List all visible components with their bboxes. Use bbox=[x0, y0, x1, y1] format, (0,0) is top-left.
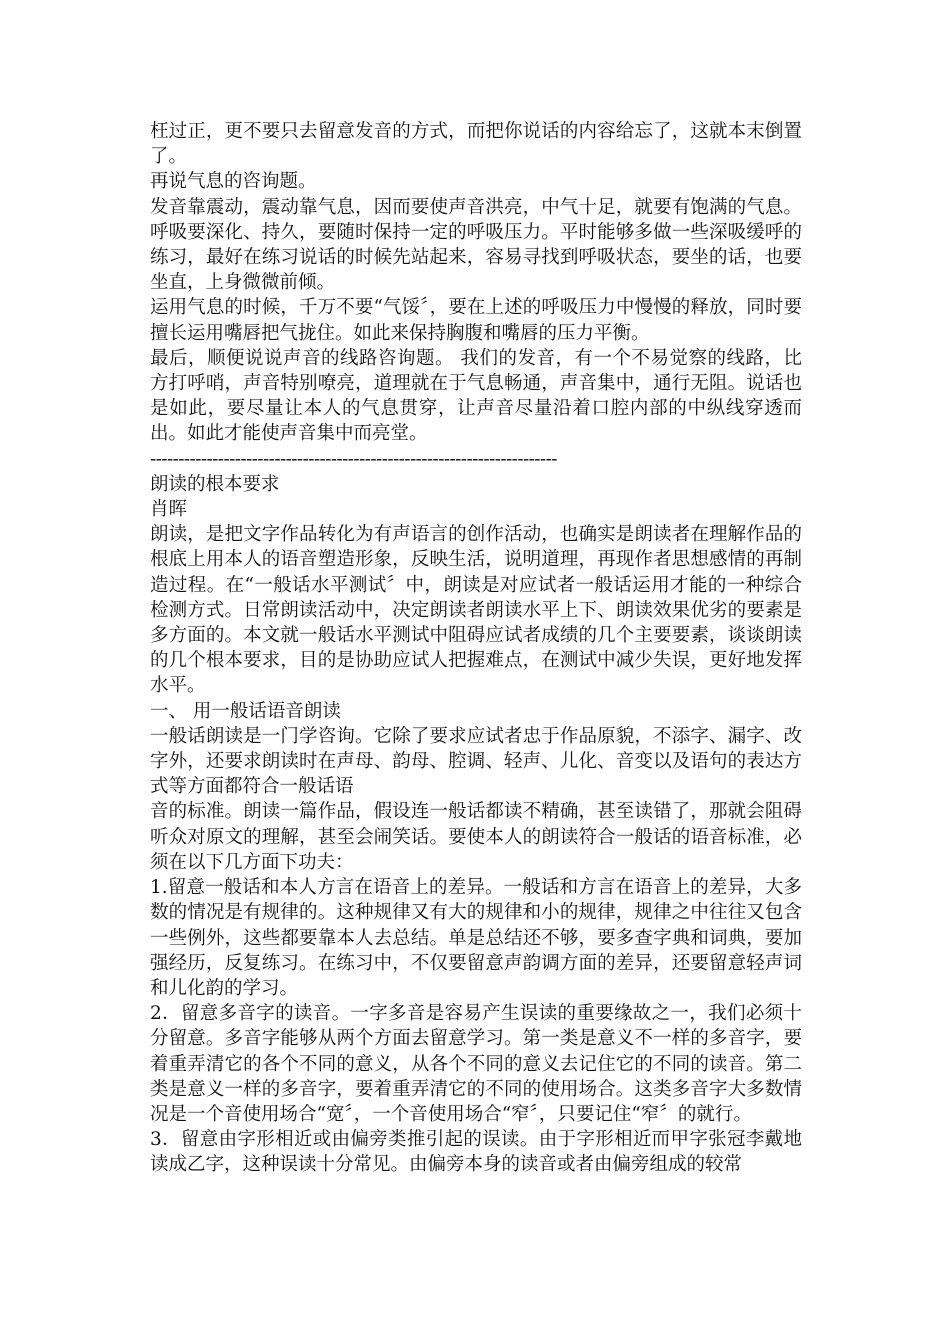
article-title: 朗读的根本要求 bbox=[150, 473, 280, 495]
article-author: 肖晖 bbox=[150, 499, 188, 521]
section-heading: 一、 用一般话语音朗读 bbox=[150, 700, 341, 722]
section-divider: ------------------------------------------------------------------------ bbox=[150, 448, 557, 470]
paragraph: 枉过正，更不要只去留意发音的方式，而把你说话的内容给忘了，这就本末倒置了。 bbox=[150, 121, 802, 168]
list-item: 3．留意由字形相近或由偏旁类推引起的误读。由于字形相近而甲字张冠李戴地读成乙字，这种误读十分常见。由偏旁本身的读音或者由偏旁组成的较常 bbox=[150, 1129, 802, 1176]
paragraph: 最后，顺便说说声音的线路咨询题。 我们的发音，有一个不易觉察的线路，比方打呼哨，声音特别嘹亮，道理就在于气息畅通，声音集中，通行无阻。说话也是如此，要尽量让本人的气息贯穿，让声音尽量沿着口腔内部的中纵线穿透而出。如此才能使声音集中而亮堂。 bbox=[150, 347, 802, 445]
list-item: 1.留意一般话和本人方言在语音上的差异。一般话和方言在语音上的差异，大多数的情况是有规律的。这种规律又有大的规律和小的规律，规律之中往往又包含一些例外，这些都要靠本人去总结。单是总结还不够，要多查字典和词典，要加强经历，反复练习。在练习中，不仅要留意声韵调方面的差异，还要留意轻声词和儿化韵的学习。 bbox=[150, 877, 802, 999]
paragraph: 音的标准。朗读一篇作品，假设连一般话都读不精确，甚至读错了，那就会阻碍听众对原文的理解，甚至会闹笑话。要使本人的朗读符合一般话的语音标准，必须在以下几方面下功夫： bbox=[150, 801, 802, 873]
paragraph: 运用气息的时候，千万不要“气馁〞，要在上述的呼吸压力中慢慢的释放，同时要擅长运用嘴唇把气拢住。如此来保持胸腹和嘴唇的压力平衡。 bbox=[150, 297, 802, 344]
document-page bbox=[150, 119, 802, 1178]
paragraph: 发音靠震动，震动靠气息，因而要使声音洪亮，中气十足，就要有饱满的气息。呼吸要深化、持久，要随时保持一定的呼吸压力。平时能够多做一些深吸缓呼的练习，最好在练习说话的时候先站起来，容易寻找到呼吸状态，要坐的话，也要坐直，上身微微前倾。 bbox=[150, 196, 802, 294]
list-item: 2．留意多音字的读音。一字多音是容易产生误读的重要缘故之一，我们必须十分留意。多音字能够从两个方面去留意学习。第一类是意义不一样的多音字，要着重弄清它的各个不同的意义，从各个不同的意义去记住它的不同的读音。第二类是意义一样的多音字，要着重弄清它的不同的使用场合。这类多音字大多数情况是一个音使用场合“宽〞，一个音使用场合“窄〞，只要记住“窄〞的就行。 bbox=[150, 1003, 802, 1125]
paragraph: 一般话朗读是一门学咨询。它除了要求应试者忠于作品原貌，不添字、漏字、改字外，还要求朗读时在声母、韵母、腔调、轻声、儿化、音变以及语句的表达方式等方面都符合一般话语 bbox=[150, 725, 802, 798]
paragraph: 朗读，是把文字作品转化为有声语言的创作活动，也确实是朗读者在理解作品的根底上用本人的语音塑造形象，反映生活，说明道理，再现作者思想感情的再制造过程。在“一般话水平测试〞中，朗读是对应试者一般话运用才能的一种综合检测方式。日常朗读活动中，决定朗读者朗读水平上下、朗读效果优劣的要素是多方面的。本文就一般话水平测试中阻碍应试者成绩的几个主要要素，谈谈朗读的几个根本要求，目的是协助应试人把握难点，在测试中减少失误，更好地发挥水平。 bbox=[150, 524, 802, 697]
paragraph: 再说气息的咨询题。 bbox=[150, 171, 317, 193]
